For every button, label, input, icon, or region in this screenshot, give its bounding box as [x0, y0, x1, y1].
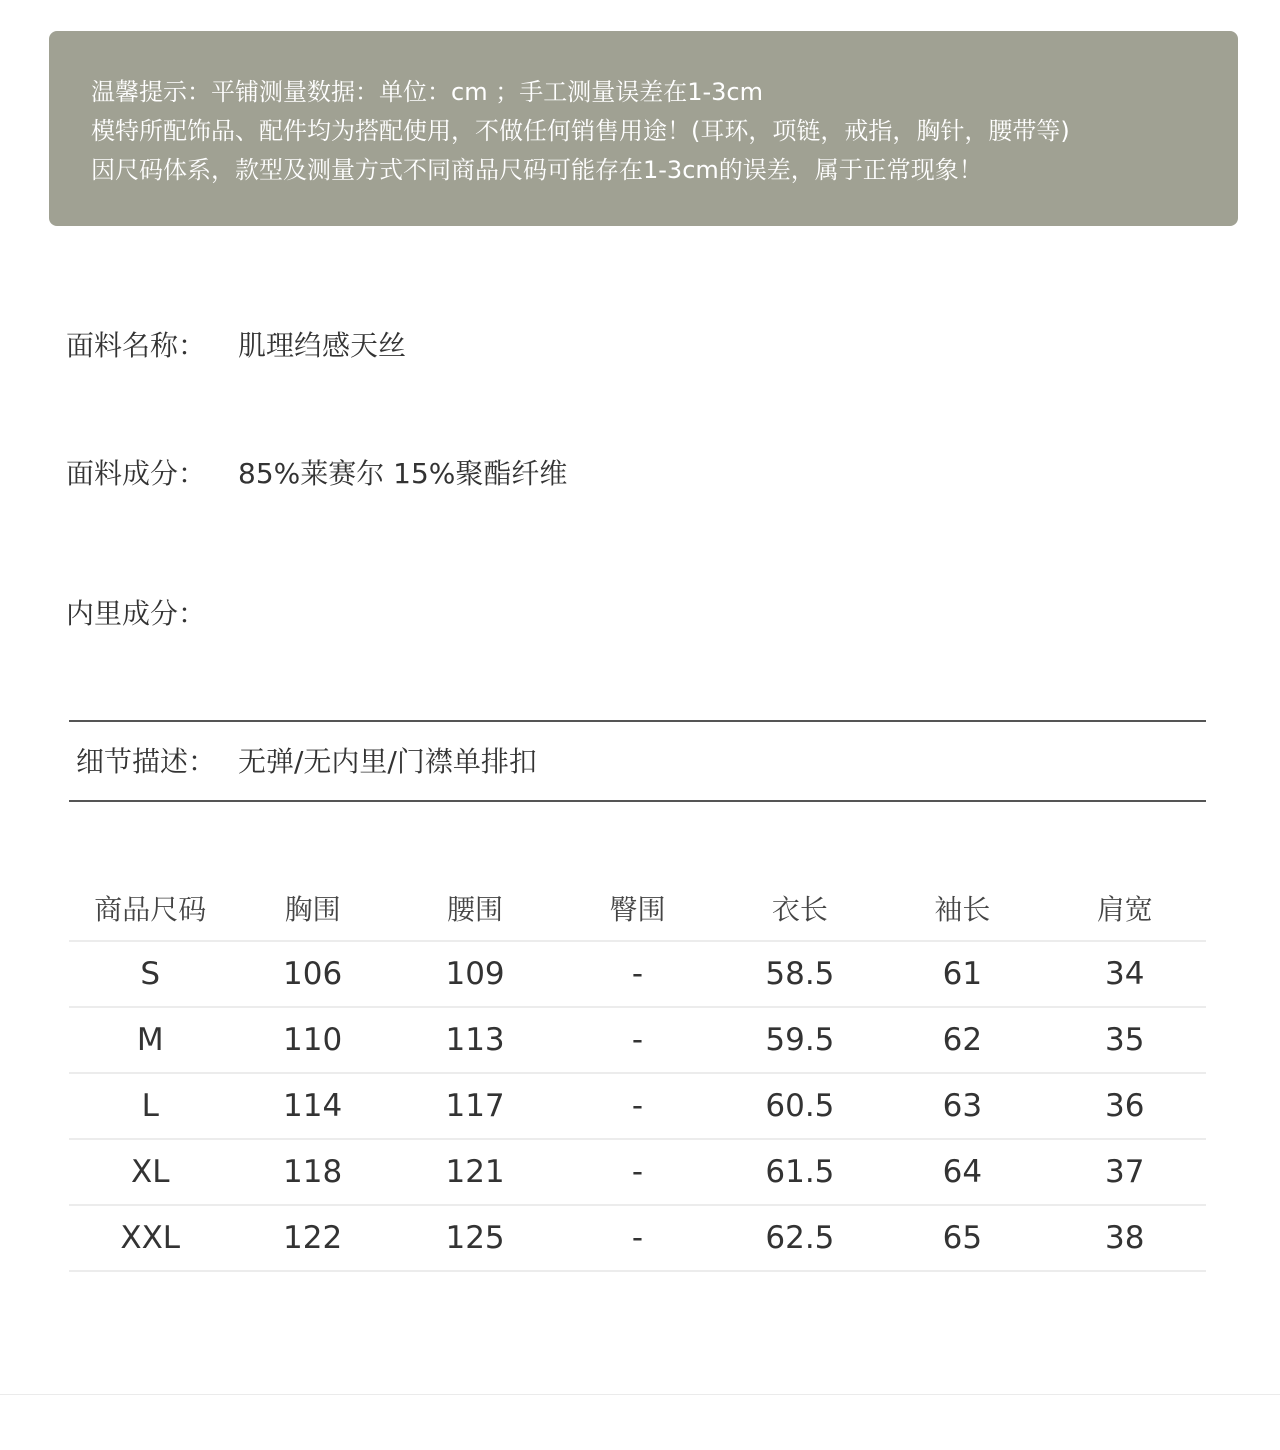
detail-row — [76, 740, 537, 780]
table-cell: M — [69, 1007, 231, 1073]
header-shoulder: 肩宽 — [1044, 876, 1206, 941]
table-row — [69, 1073, 1206, 1139]
table-cell: 64 — [881, 1139, 1043, 1205]
table-cell: 36 — [1044, 1073, 1206, 1139]
table-row — [69, 1139, 1206, 1205]
notice-line-measurement: 温馨提示：平铺测量数据：单位：cm ；手工测量误差在1-3cm — [91, 78, 763, 106]
table-cell: 60.5 — [719, 1073, 881, 1139]
header-size: 商品尺码 — [69, 876, 231, 941]
fabric-composition-label: 面料成分： — [66, 457, 207, 490]
size-notice-banner — [49, 31, 1238, 226]
table-cell: 125 — [394, 1205, 556, 1271]
table-cell: 118 — [231, 1139, 393, 1205]
fabric-composition-row — [66, 452, 567, 492]
table-cell: 58.5 — [719, 941, 881, 1007]
detail-top-divider — [69, 720, 1206, 722]
table-cell: 110 — [231, 1007, 393, 1073]
fabric-composition-value: 85%莱赛尔 15%聚酯纤维 — [238, 457, 568, 490]
table-cell: XL — [69, 1139, 231, 1205]
table-cell: 61.5 — [719, 1139, 881, 1205]
table-cell: - — [556, 1205, 718, 1271]
table-cell: XXL — [69, 1205, 231, 1271]
header-waist: 腰围 — [394, 876, 556, 941]
table-cell: 114 — [231, 1073, 393, 1139]
table-cell: 63 — [881, 1073, 1043, 1139]
table-row — [69, 1007, 1206, 1073]
table-cell: 106 — [231, 941, 393, 1007]
table-cell: 62 — [881, 1007, 1043, 1073]
notice-line-size-variance: 因尺码体系，款型及测量方式不同商品尺码可能存在1-3cm的误差，属于正常现象！ — [91, 156, 983, 184]
header-sleeve: 袖长 — [881, 876, 1043, 941]
detail-label: 细节描述： — [76, 745, 217, 778]
lining-composition-label: 内里成分： — [66, 597, 207, 630]
table-cell: 61 — [881, 941, 1043, 1007]
table-cell: 113 — [394, 1007, 556, 1073]
notice-line-accessories: 模特所配饰品、配件均为搭配使用，不做任何销售用途！(耳环，项链，戒指，胸针，腰带等) — [91, 117, 1070, 145]
table-cell: 35 — [1044, 1007, 1206, 1073]
lining-composition-row — [66, 592, 238, 632]
table-cell: - — [556, 1007, 718, 1073]
table-cell: 117 — [394, 1073, 556, 1139]
fabric-name-label: 面料名称： — [66, 329, 207, 362]
table-cell: 121 — [394, 1139, 556, 1205]
table-cell: - — [556, 1139, 718, 1205]
fabric-name-row — [66, 324, 406, 364]
table-cell: 65 — [881, 1205, 1043, 1271]
fabric-name-value: 肌理绉感天丝 — [238, 329, 407, 362]
table-cell: 37 — [1044, 1139, 1206, 1205]
table-cell: 34 — [1044, 941, 1206, 1007]
table-cell: 38 — [1044, 1205, 1206, 1271]
header-chest: 胸围 — [231, 876, 393, 941]
header-hip: 臀围 — [556, 876, 718, 941]
detail-value: 无弹/无内里/门襟单排扣 — [238, 745, 537, 778]
table-cell: S — [69, 941, 231, 1007]
table-cell: 122 — [231, 1205, 393, 1271]
table-cell: L — [69, 1073, 231, 1139]
table-row — [69, 941, 1206, 1007]
table-cell: 59.5 — [719, 1007, 881, 1073]
table-row — [69, 1205, 1206, 1271]
table-cell: - — [556, 1073, 718, 1139]
table-cell: - — [556, 941, 718, 1007]
detail-bottom-divider — [69, 800, 1206, 802]
size-chart-table — [69, 876, 1206, 1272]
table-cell: 62.5 — [719, 1205, 881, 1271]
bottom-divider — [0, 1394, 1280, 1395]
table-cell: 109 — [394, 941, 556, 1007]
header-length: 衣长 — [719, 876, 881, 941]
size-chart-header-row — [69, 876, 1206, 941]
